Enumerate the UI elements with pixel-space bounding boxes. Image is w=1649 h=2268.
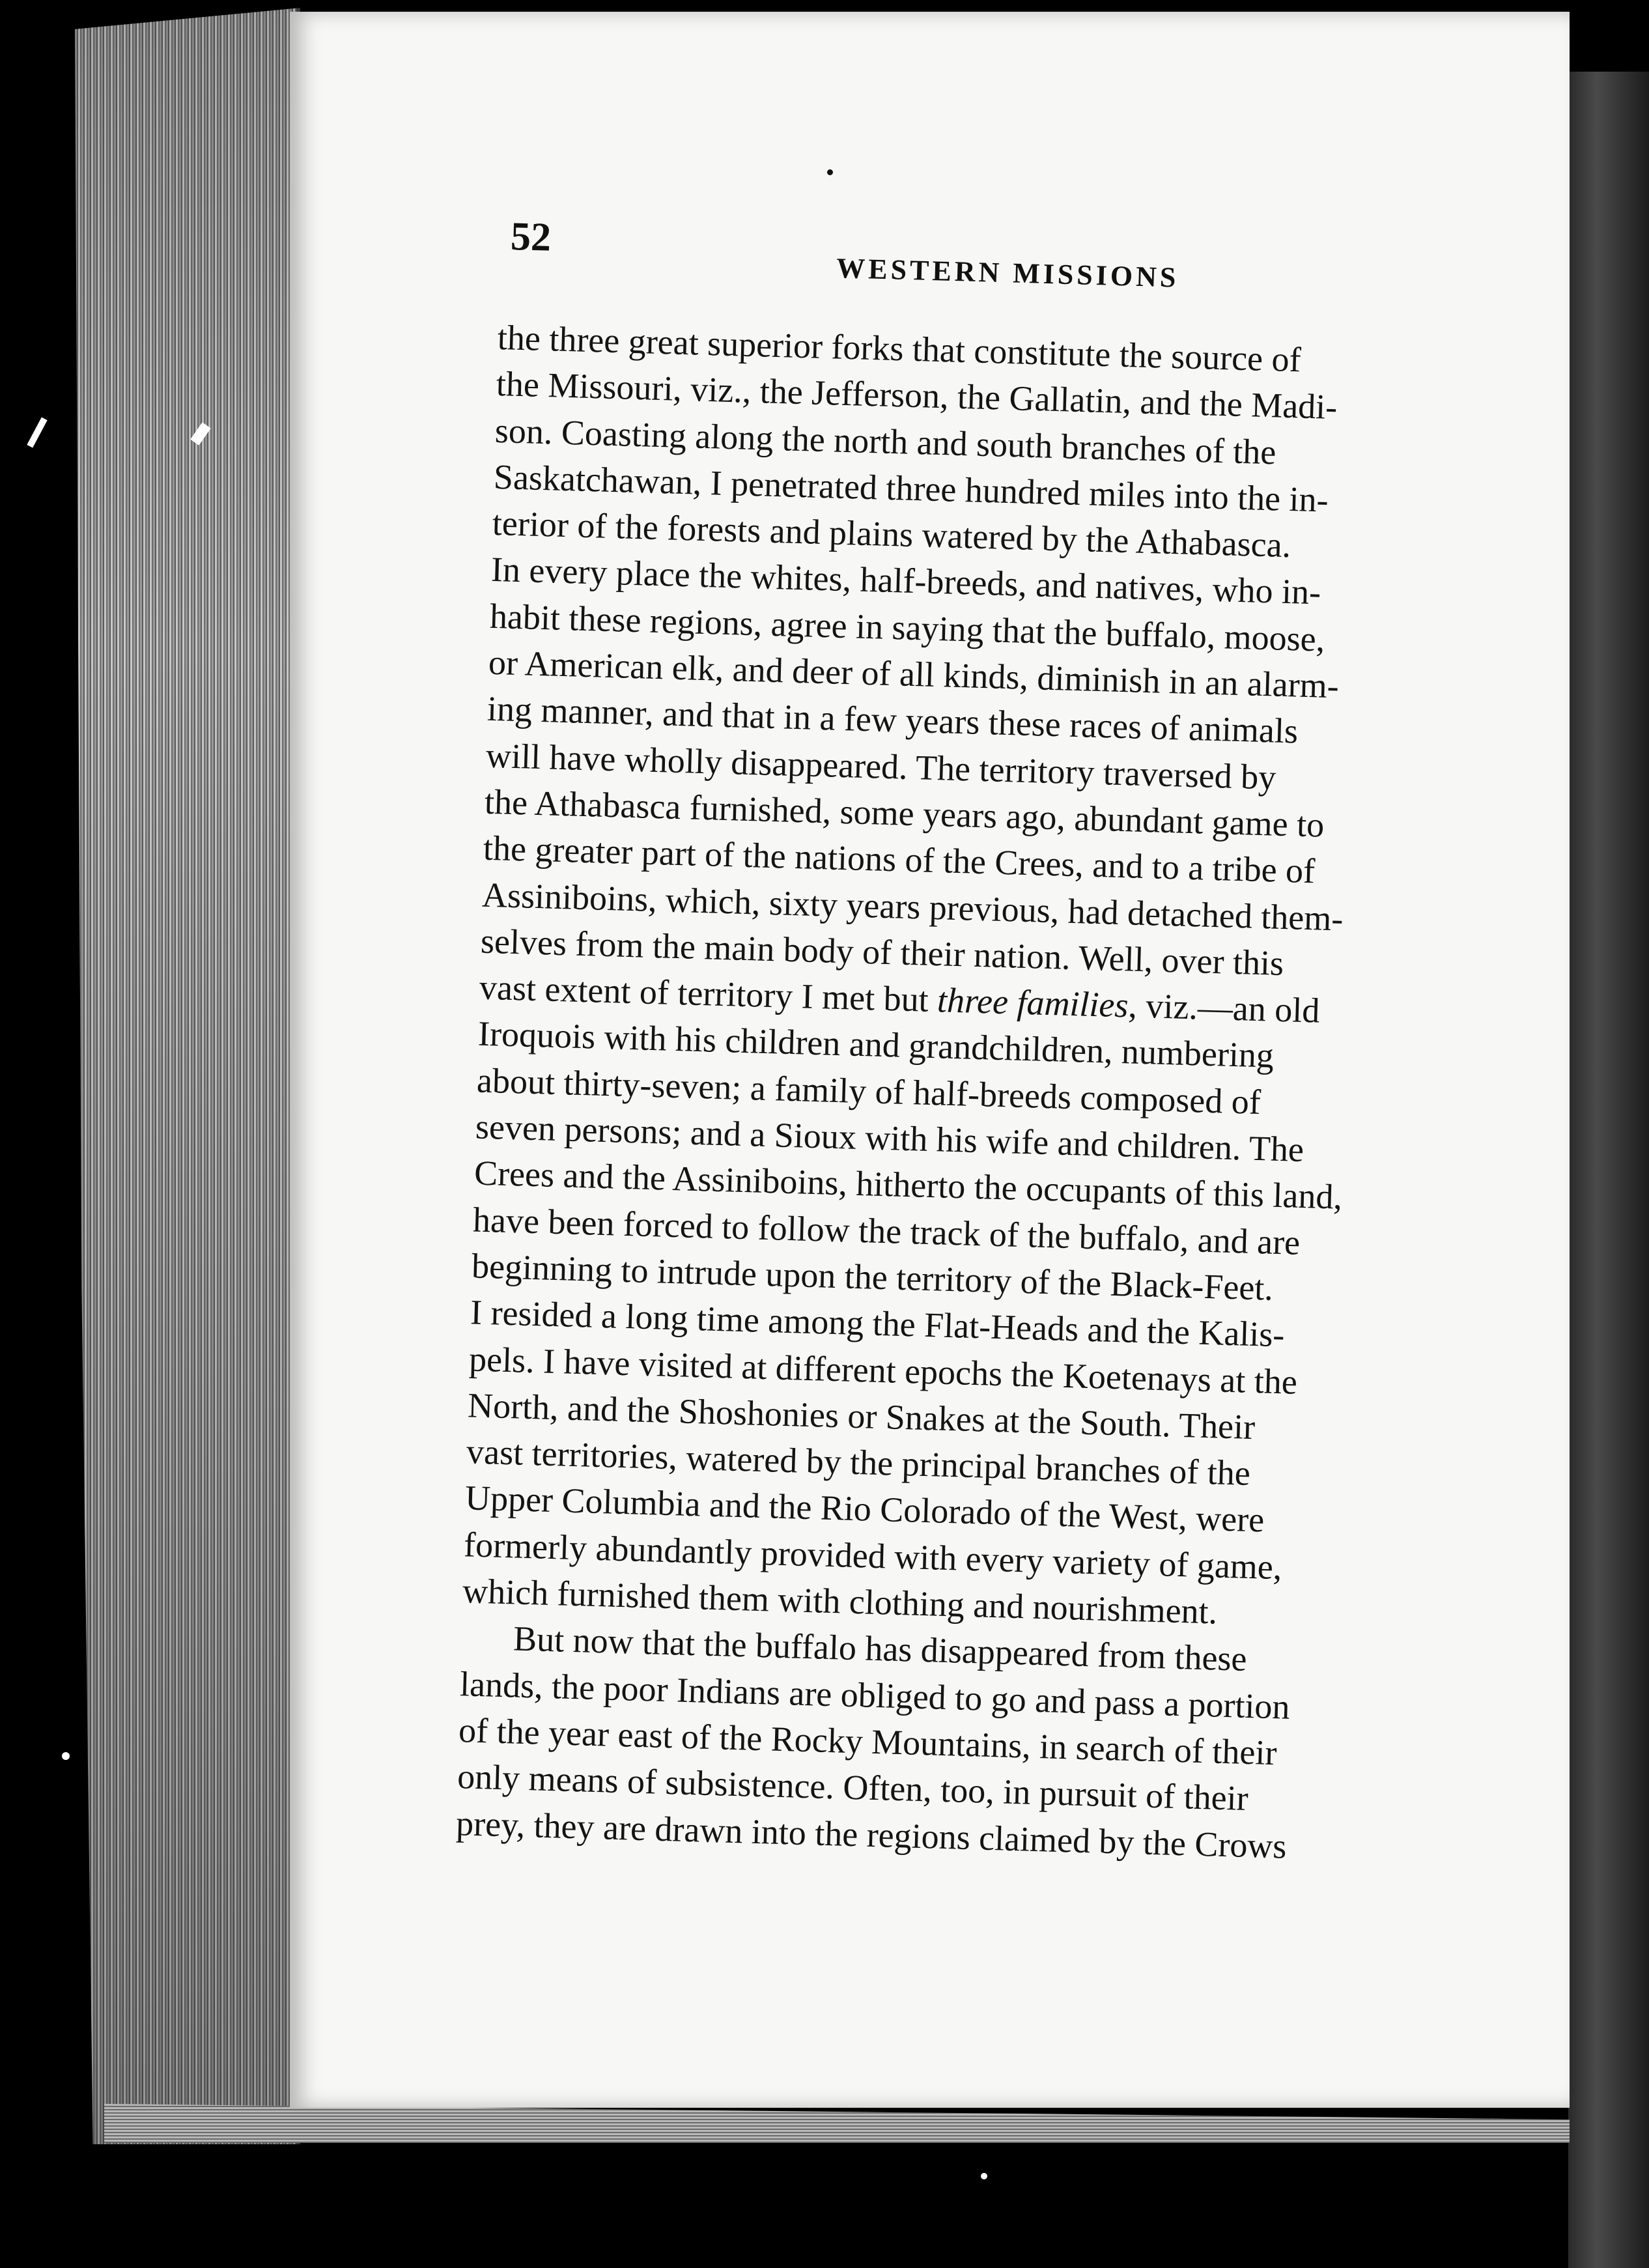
text-line: the three great superior forks that constitute the source of xyxy=(497,317,1302,380)
text-line: pels. I have visited at different epochs the Koetenays at the xyxy=(468,1339,1298,1402)
text-line: lands, the poor Indians are obliged to go and pass a portion xyxy=(459,1664,1291,1727)
text-line: vast territories, watered by the principal branches of the xyxy=(466,1432,1251,1494)
speck xyxy=(827,169,833,175)
text-line: Assiniboins, which, sixty years previous, had detached them- xyxy=(481,875,1344,939)
text-line: Crees and the Assiniboins, hitherto the occupants of this land, xyxy=(473,1153,1343,1217)
text-line: ing manner, and that in a few years these races of animals xyxy=(486,689,1299,751)
facing-page-edge xyxy=(1568,72,1649,2268)
text-line: Saskatchawan, I penetrated three hundred miles into the in- xyxy=(493,457,1329,520)
text-line: son. Coasting along the north and south branches of the xyxy=(494,410,1277,472)
text-line: the Missouri, viz., the Jefferson, the Gallatin, and the Madi- xyxy=(496,364,1338,427)
text-line: terior of the forests and plains watered by the Athabasca. xyxy=(492,503,1291,565)
margin-mark xyxy=(62,1752,70,1760)
text-line: Upper Columbia and the Rio Colorado of the West, were xyxy=(464,1478,1265,1540)
text-line: of the year east of the Rocky Mountains, in search of their xyxy=(458,1710,1278,1773)
speck xyxy=(981,2173,987,2179)
text-line: selves from the main body of their nation. Well, over this xyxy=(480,921,1284,983)
text-line: In every place the whites, half-breeds, and natives, who in- xyxy=(490,550,1321,612)
running-title: WESTERN MISSIONS xyxy=(836,251,1180,294)
text-line: North, and the Shoshonies or Snakes at the South. Their xyxy=(467,1385,1256,1447)
page-number: 52 xyxy=(510,214,552,260)
body-text xyxy=(455,315,1520,1875)
text-line: the greater part of the nations of the Crees, and to a tribe of xyxy=(483,828,1316,891)
text-line: habit these regions, agree in saying that the buffalo, moose, xyxy=(489,596,1326,659)
text-segment: , viz.—an old xyxy=(1127,985,1321,1030)
text-line: which furnished them with clothing and nourishment. xyxy=(462,1571,1218,1632)
bottom-page-edges xyxy=(104,2104,1570,2143)
text-line: Iroquois with his children and grandchildren, numbering xyxy=(477,1014,1275,1076)
text-line: prey, they are drawn into the regions claimed by the Crows xyxy=(455,1803,1288,1866)
text-line: But now that the buffalo has disappeared from these xyxy=(513,1619,1248,1679)
page-edges-shadow xyxy=(75,8,296,2144)
text-line: have been forced to follow the track of the buffalo, and are xyxy=(472,1200,1301,1262)
text-line: seven persons; and a Sioux with his wife and children. The xyxy=(475,1107,1304,1170)
printed-page xyxy=(290,12,1570,2108)
text-line: only means of subsistence. Often, too, in pursuit of their xyxy=(457,1757,1249,1819)
text-line: about thirty-seven; a family of half-breeds composed of xyxy=(476,1060,1261,1122)
margin-mark xyxy=(27,417,47,447)
text-line: I resided a long time among the Flat-Heads and the Kalis- xyxy=(470,1292,1286,1355)
text-line: will have wholly disappeared. The territory traversed by xyxy=(485,735,1277,797)
text-line: or American elk, and deer of all kinds, diminish in an alarm- xyxy=(488,642,1340,706)
text-line: formerly abundantly provided with every variety of game, xyxy=(463,1524,1283,1587)
text-line: the Athabasca furnished, some years ago, abundant game to xyxy=(484,782,1325,845)
text-segment: vast extent of territory I met but xyxy=(479,967,938,1020)
text-line: beginning to intrude upon the territory of the Black-Feet. xyxy=(471,1246,1274,1308)
italic-phrase: three families xyxy=(937,980,1129,1025)
